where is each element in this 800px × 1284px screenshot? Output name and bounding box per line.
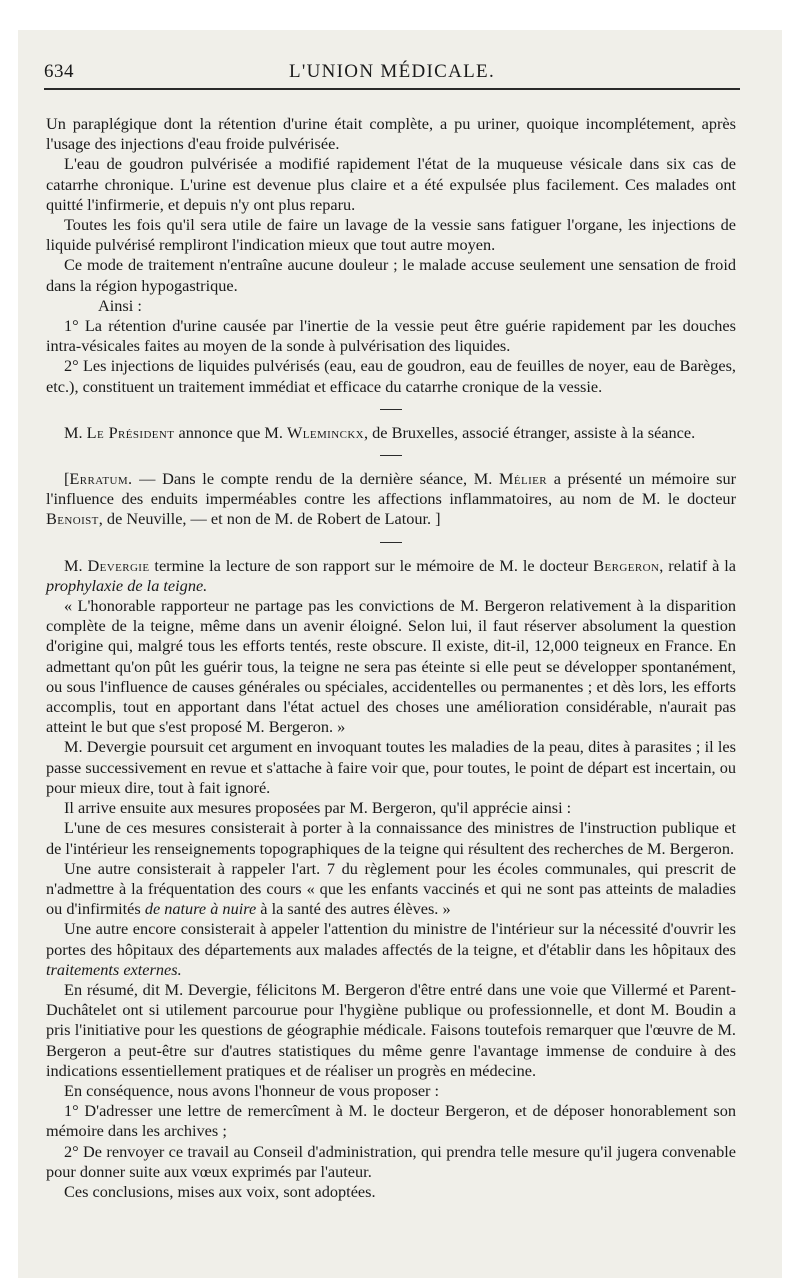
page-body xyxy=(46,114,736,1202)
paragraph-mesures: Il arrive ensuite aux mesures proposées par M. Bergeron, qu'il apprécie ainsi : xyxy=(64,798,572,818)
paragraph-devergie-intro xyxy=(46,556,736,596)
paragraph-conclusion-2: 2° Les injections de liquides pulvérisés (eau, eau de goudron, eau de feuilles de noyer, eau de Barèges, etc.), constituent un traitement immédiat et efficace du catarrhe cronique de la vessie. xyxy=(46,356,736,396)
section-separator xyxy=(46,397,736,423)
paragraph-ministres: L'une de ces mesures consisterait à porter à la connaissance des ministres de l'instruction publique et de l'intérieur les renseignements topographiques de la teigne qui résultent des recherches de M. Bergeron. xyxy=(46,818,736,858)
paragraph-resume: En résumé, dit M. Devergie, félicitons M. Bergeron d'être entré dans une voie que Villermé et Parent-Duchâtelet ont si utilement parcourue pour l'hygiène publique ou professionnelle, et dont M. Boudin a pris l'initiative pour les questions de géographie médicale. Faisons toutefois remarquer que l'œuvre de M. Bergeron a peut-être sur d'autres statistiques du même genre l'avantage immense de conduire à des indications essentiellement pratiques et de réaliser un progrès en médecine. xyxy=(46,979,736,1080)
reglement-text: Une autre consisterait à rappeler l'art. 7 du règlement pour les écoles communales, qui prescrit de n'admettre à la fréquentation des cours « que les enfants vaccinés et qui ne sont pas atteints de maladies ou d'infirmités xyxy=(46,858,736,919)
president-name: Wleminckx xyxy=(286,422,365,442)
paragraph-reglement xyxy=(46,859,736,920)
document-page xyxy=(18,30,782,1278)
president-m: M. xyxy=(64,422,83,442)
paragraph-paraplegique: Un paraplégique dont la rétention d'urine était complète, a pu uriner, quoique incomplétement, après l'usage des injections d'eau froide pulvérisée. xyxy=(46,114,736,154)
erratum-text-1: — Dans le compte rendu de la dernière séance, M. xyxy=(132,469,499,489)
paragraph-president xyxy=(46,423,736,443)
hopitaux-text: Une autre encore consisterait à appeler l'attention du ministre de l'intérieur sur la nécessité d'ouvrir les portes des hôpitaux des départements aux malades affectés de la teigne, et d'établir dans les hôpitaux des xyxy=(46,919,736,959)
header-rule xyxy=(44,88,740,90)
section-separator xyxy=(46,530,736,556)
paragraph-proposal-1: 1° D'adresser une lettre de remercîment à M. le docteur Bergeron, et de déposer honorablement son mémoire dans les archives ; xyxy=(46,1101,736,1141)
paragraph-conclusion-1: 1° La rétention d'urine causée par l'inertie de la vessie peut être guérie rapidement par les douches intra-vésicales faites au moyen de la sonde à pulvérisation des liquides. xyxy=(46,316,736,356)
paragraph-quote-rapporteur: « L'honorable rapporteur ne partage pas les convictions de M. Bergeron relativement à la disparition complète de la teigne, même dans un avenir éloigné. Selon lui, il faut réserver absolument la question d'origine qui, malgré tous les efforts tentés, reste obscure. Il existe, dit-il, 12,000 teigneux en France. En admettant qu'on pût les guérir tous, la teigne ne sera pas éteinte si elle peut se développer spontanément, ou sous l'influence de causes générales ou spéciales, accidentelles ou permanentes ; et dès lors, les efforts accomplis, tout en apportant dans l'état actuel des choses une amélioration considérable, n'aurait pas atteint le but que s'est proposé M. Bergeron. » xyxy=(46,596,736,737)
president-text-1: annonce que M. xyxy=(174,422,287,442)
running-title: L'UNION MÉDICALE. xyxy=(289,61,495,82)
paragraph-mode-traitement: Ce mode de traitement n'entraîne aucune douleur ; le malade accuse seulement une sensation de froid dans la région hypogastrique. xyxy=(46,255,736,295)
devergie-intro-text-3: , relatif à la xyxy=(659,555,736,575)
hopitaux-italic: traitements externes. xyxy=(46,959,182,979)
erratum-melier: Mélier xyxy=(499,469,548,489)
section-separator xyxy=(46,443,736,469)
page-header xyxy=(44,62,740,86)
devergie-name: Devergie xyxy=(87,555,150,575)
reglement-italic: de nature à nuire xyxy=(144,899,257,919)
erratum-text-2: a présenté un mémoire sur l'influence des enduits imperméables contre les affections inflammatoires, au nom de M. le docteur xyxy=(46,469,737,509)
erratum-label: Erratum. xyxy=(69,469,133,489)
paragraph-hopitaux xyxy=(46,919,736,980)
paragraph-lavage-vessie: Toutes les fois qu'il sera utile de faire un lavage de la vessie sans fatiguer l'organe, les injections de liquide pulvérisé rempliront l'indication mieux que tout autre moyen. xyxy=(46,215,736,255)
devergie-intro-text-2: termine la lecture de son rapport sur le mémoire de M. le docteur xyxy=(149,555,594,575)
paragraph-ainsi: Ainsi : xyxy=(98,295,142,315)
paragraph-conclusions-adopted: Ces conclusions, mises aux voix, sont adoptées. xyxy=(64,1181,376,1201)
paragraph-consequence: En conséquence, nous avons l'honneur de vous proposer : xyxy=(64,1080,440,1100)
page-number: 634 xyxy=(44,61,74,82)
erratum-text-3: , de Neuville, — et non de M. de Robert de Latour. ] xyxy=(98,509,441,529)
bergeron-name: Bergeron xyxy=(593,555,660,575)
president-title: Le Président xyxy=(86,422,175,442)
paragraph-eau-goudron: L'eau de goudron pulvérisée a modifié rapidement l'état de la muqueuse vésicale dans six cas de catarrhe chronique. L'urine est devenue plus claire et a été expulsée plus facilement. Ces malades ont quitté l'infirmerie, et depuis n'y ont plus reparu. xyxy=(46,154,736,214)
paragraph-parasites: M. Devergie poursuit cet argument en invoquant toutes les maladies de la peau, dites à parasites ; il les passe successivement en revue et s'attache à faire voir que, pour toutes, le point de départ est incertain, ou pour mieux dire, tout à fait ignoré. xyxy=(46,737,736,797)
reglement-end: à la santé des autres élèves. » xyxy=(256,899,451,919)
erratum-open-bracket: [ xyxy=(64,469,70,489)
paragraph-proposal-2: 2° De renvoyer ce travail au Conseil d'administration, qui prendra telle mesure qu'il jugera convenable pour donner suite aux vœux exprimés par l'auteur. xyxy=(46,1141,736,1181)
devergie-intro-text-1: M. xyxy=(64,555,88,575)
paragraph-erratum xyxy=(46,469,736,530)
memoire-title: prophylaxie de la teigne. xyxy=(46,575,208,595)
erratum-benoist: Benoist xyxy=(46,509,99,529)
president-text-2: , de Bruxelles, associé étranger, assiste à la séance. xyxy=(364,422,696,442)
